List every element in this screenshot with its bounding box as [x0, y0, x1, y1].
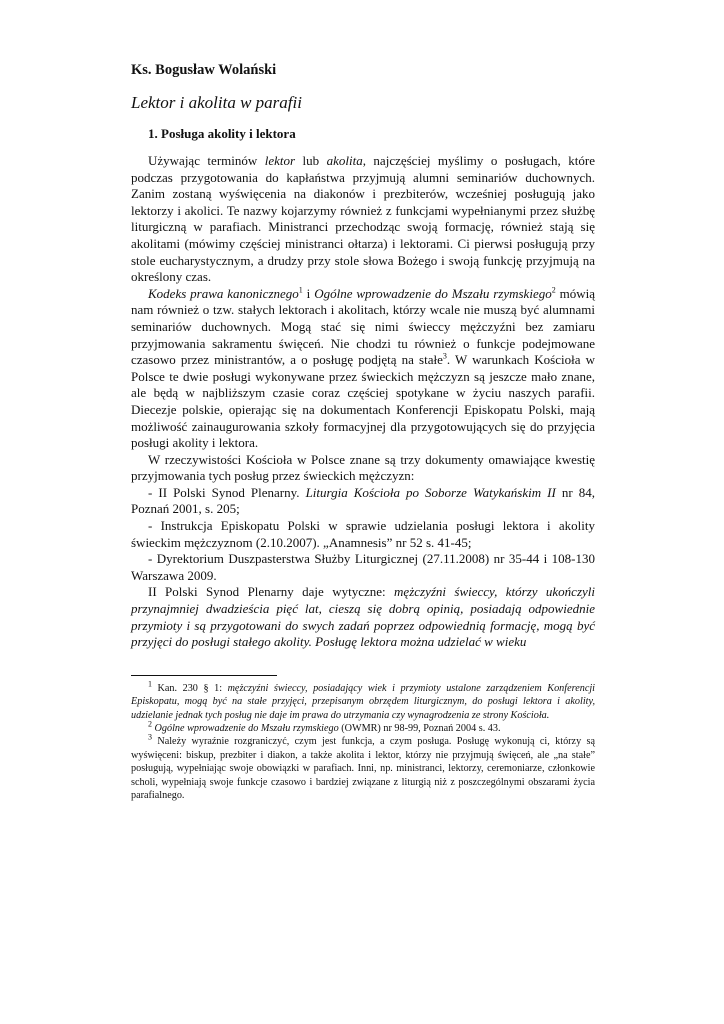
text-run: Kan. 230 § 1:	[152, 682, 228, 694]
text-run: II Polski Synod Plenarny daje wytyczne:	[148, 584, 395, 600]
italic-text: mężczyźni świeccy, posiadający wiek i przymioty ustalone zarządzeniem Konferencji Episkopatu, mogą być na stałe przyjęci, przepisanym obrzędem liturgicznym, do posługi lektora i akolity, udzielanie jednak tych posług nie daje im prawa do utrzymania czy wynagrodzenia ze strony Kościoła.	[131, 682, 595, 721]
document-list-item-1	[131, 485, 595, 518]
italic-text: Kodeks prawa kanonicznego	[148, 285, 299, 301]
section-heading: 1. Posługa akolity i lektora	[148, 126, 296, 141]
article-title: Lektor i akolita w parafii	[131, 93, 302, 112]
footnote-marker: 1	[148, 679, 152, 689]
italic-text: lektor	[264, 153, 296, 168]
footnote-marker: 2	[148, 719, 152, 729]
text-run: (OWMR) nr 98-99, Poznań 2004 s. 43.	[338, 723, 501, 735]
paragraph-4	[131, 584, 595, 650]
text-run: , najczęściej myślimy o posługach, które podczas przygotowania do kapłaństwa przyjmują alumni seminariów duchownych. Zanim zostaną wyświęcenia na diakonów i prezbiterów, wcześniej posługują jako lektorzy i akolici. Te nazwy kojarzymy również z funkcjami wypełnianymi przez służbę liturgiczną w parafiach. Ministranci przechodząc swoją formację, również stają się akolitami (mówimy częściej ministranci ołtarza) i lektorami. Ci pierwsi posługują przy stole eucharystycznym, a drudzy przy stole słowa Bożego i swoją funkcję przyjmują na określony czas.	[131, 153, 595, 285]
footnote-1	[131, 679, 595, 722]
italic-text: Liturgia Kościoła po Soborze Watykańskim II	[305, 484, 556, 500]
text-run: mówią nam również o tzw. stałych lektorach i akolitach, którzy wcale nie muszą być alumnami seminariów duchownych. Mogą stać się nimi świeccy mężczyźni bez zamiaru przyjmowania sakramentu święceń. Nie chodzi tu również o funkcje podejmowane czasowo przez ministrantów, a o posługę podjętą na stałe	[131, 285, 595, 368]
body-text	[131, 153, 595, 651]
text-run: i	[302, 285, 315, 301]
paragraph-3	[131, 452, 595, 485]
italic-text: mężczyźni świeccy, którzy ukończyli przynajmniej dwadzieścia pięć lat, cieszą się dobrą opinią, posiadają odpowiednie przymioty i są przygotowani do swych zadań poprzez odpowiednią formację, mogą być przyjęci do posługi stałego akolity. Posługę lektora można udzielać w wieku	[131, 584, 596, 650]
paragraph-1	[131, 153, 595, 286]
footnote-separator	[131, 675, 277, 676]
text-run: nr 84, Poznań 2001, s. 205;	[131, 484, 595, 517]
text-run: - Dyrektorium Duszpasterstwa Służby Liturgicznej (27.11.2008) nr 35-44 i 108-130 Warszawa 2009.	[131, 551, 595, 583]
footnote-marker: 3	[148, 733, 152, 743]
footnote-marker: 1	[298, 285, 303, 295]
text-run: - II Polski Synod Plenarny.	[148, 484, 306, 500]
document-list-item-3	[131, 551, 595, 584]
footnote-2	[131, 719, 595, 735]
text-run: Należy wyraźnie rozgraniczyć, czym jest funkcja, a czym posługa. Posługę wykonują ci, którzy są wyświęceni: biskup, prezbiter i diakon, a także akolita i lektor, którzy nie przyjmują święceń, ale „na stałe” posługują, wypełniając swoje obowiązki w parafiach. Inni, np. ministranci, lektorzy, ceremoniarze, członkowie scholi, wypełniają swoje funkcje czasowo i bardziej związane z liturgią niż z poszczególnymi obszarami życia parafialnego.	[131, 736, 595, 802]
italic-text: Ogólne wprowadzenie do Mszału rzymskiego	[314, 285, 552, 301]
text-run: W rzeczywistości Kościoła w Polsce znane są trzy dokumenty omawiające kwestię przyjmowania tych posług przez świeckich mężczyzn:	[131, 451, 595, 484]
text-run: Używając terminów	[148, 153, 265, 168]
text-run: - Instrukcja Episkopatu Polski w sprawie udzielania posługi lektora i akolity świeckim mężczyznom (2.10.2007). „Anamnesis” nr 52 s. 41-45;	[131, 518, 595, 550]
text-run: lub	[295, 153, 327, 168]
footnote-3	[131, 735, 595, 802]
italic-text: Ogólne wprowadzenie do Mszału rzymskiego	[154, 723, 339, 735]
paragraph-2	[131, 286, 595, 452]
author-name: Ks. Bogusław Wolański	[131, 62, 277, 78]
italic-text: akolita	[326, 153, 363, 168]
document-page	[131, 60, 595, 802]
document-list-item-2	[131, 518, 595, 551]
footnote-marker: 2	[551, 285, 556, 295]
footnote-marker: 3	[442, 351, 447, 361]
footnotes	[131, 679, 595, 803]
text-run: . W warunkach Kościoła w Polsce te dwie posługi wykonywane przez świeckich mężczyzn są jeszcze mało znane, ale będą w najbliższym czasie coraz częściej spotykane w życiu naszych parafii. Diecezje polskie, opierając się na dokumentach Konferencji Episkopatu Polski, mają możliwość zainaugurowania szkoły formacyjnej dla przygotowujących się do przyjęcia posługi akolity i lektora.	[131, 352, 595, 451]
